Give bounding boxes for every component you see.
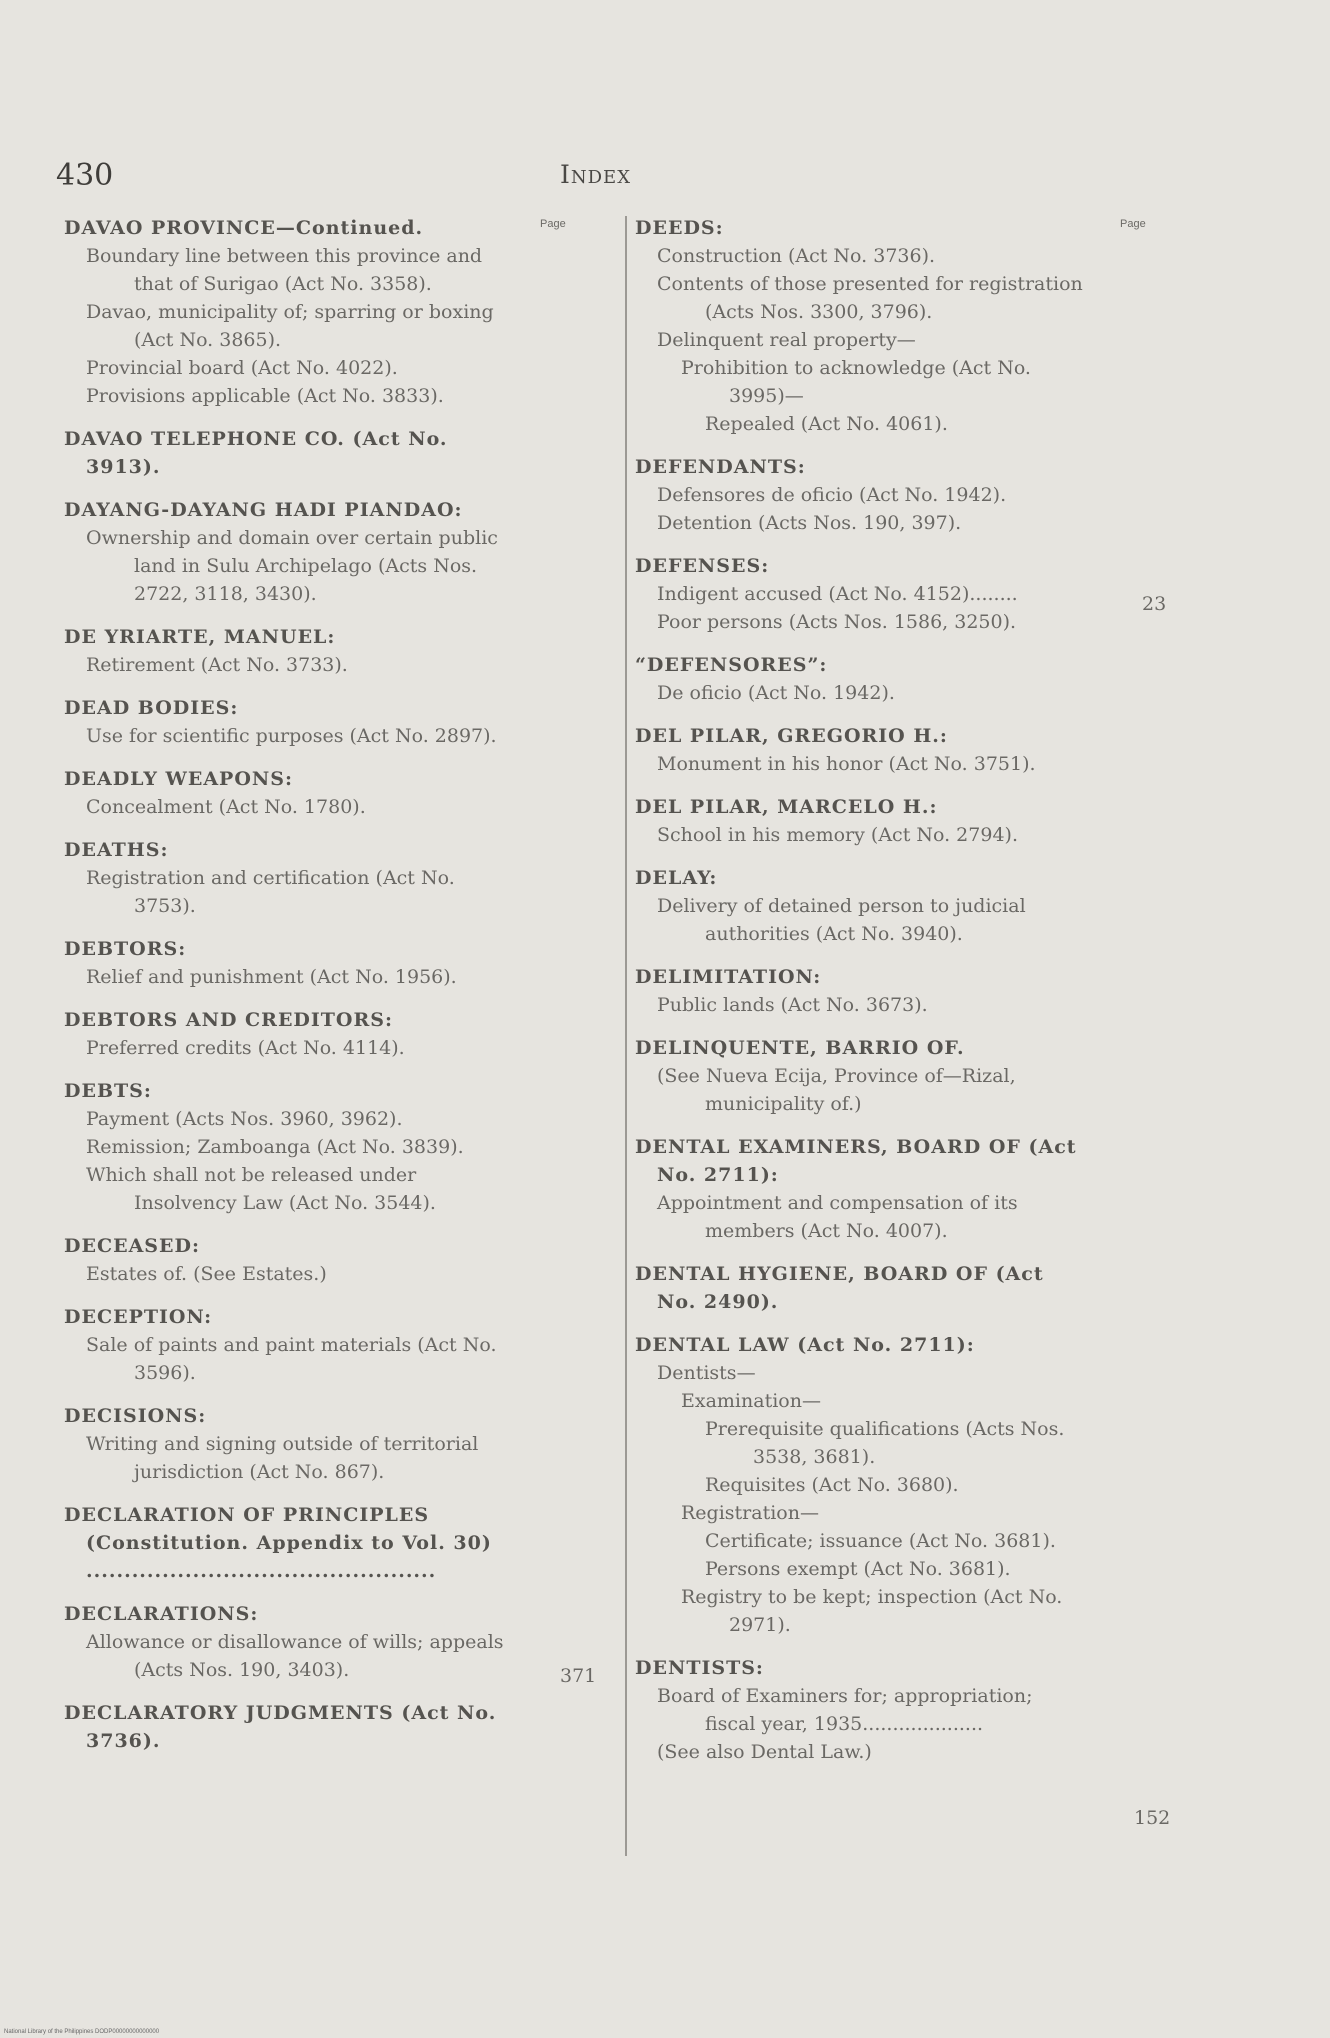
index-heading: DE YRIARTE, MANUEL:: [64, 626, 336, 648]
index-subentry: Defensores de oficio (Act No. 1942).: [657, 484, 1007, 506]
index-entry: [635, 864, 1085, 948]
index-heading: DEL PILAR, MARCELO H.:: [635, 796, 938, 818]
index-subentry: Retirement (Act No. 3733).: [86, 654, 348, 676]
index-subentry: Detention (Acts Nos. 190, 397).: [657, 512, 962, 534]
index-subentry: Persons exempt (Act No. 3681).: [705, 1558, 1011, 1580]
page-ref: 152: [1134, 1807, 1171, 1829]
index-entry: [635, 963, 1085, 1019]
index-subentry: Monument in his honor (Act No. 3751).: [657, 753, 1036, 775]
index-subentry: Registration—: [681, 1502, 819, 1524]
index-entry: [64, 623, 514, 679]
index-subentry: Dentists—: [657, 1362, 756, 1384]
index-heading: DEL PILAR, GREGORIO H.:: [635, 725, 948, 747]
index-subentry: Use for scientific purposes (Act No. 2897).: [86, 725, 497, 747]
index-subentry: Certificate; issuance (Act No. 3681).: [705, 1530, 1056, 1552]
index-entry: [64, 1303, 514, 1387]
index-entry: [64, 1402, 514, 1486]
index-entry: [64, 425, 514, 481]
running-head: Index: [560, 160, 632, 189]
index-heading: DENTAL EXAMINERS, BOARD OF (Act No. 2711):: [635, 1136, 1077, 1186]
index-heading: DEAD BODIES:: [64, 697, 239, 719]
index-entry: [64, 935, 514, 991]
index-heading: DELAY:: [635, 867, 718, 889]
index-entry: [635, 1331, 1085, 1639]
index-entry: [635, 651, 1085, 707]
index-entry: [64, 836, 514, 920]
index-heading: DEBTORS:: [64, 938, 187, 960]
index-subentry: Sale of paints and paint materials (Act No. 3596).: [86, 1334, 497, 1384]
index-subentry: Indigent accused (Act No. 4152)........: [657, 583, 1018, 605]
index-subentry: Board of Examiners for; appropriation; fiscal year, 1935....................: [657, 1685, 1033, 1735]
index-subentry: Writing and signing outside of territorial jurisdiction (Act No. 867).: [86, 1433, 479, 1483]
index-subentry: Concealment (Act No. 1780).: [86, 796, 366, 818]
index-entry: [64, 1006, 514, 1062]
page-column-label-left: Page: [540, 218, 566, 230]
index-heading: DECLARATORY JUDGMENTS (Act No. 3736).: [64, 1702, 497, 1752]
index-subentry: Boundary line between this province and that of Surigao (Act No. 3358).: [86, 245, 483, 295]
index-entry: [635, 453, 1085, 537]
index-subentry: (See Nueva Ecija, Province of—Rizal, municipality of.): [657, 1065, 1016, 1115]
index-entry: [64, 496, 514, 608]
index-entry: [635, 552, 1085, 636]
index-entry: [64, 694, 514, 750]
index-subentry: Delivery of detained person to judicial authorities (Act No. 3940).: [657, 895, 1026, 945]
index-subentry: Contents of those presented for registration (Acts Nos. 3300, 3796).: [657, 273, 1083, 323]
index-heading: DEFENDANTS:: [635, 456, 806, 478]
index-heading: DEATHS:: [64, 839, 169, 861]
index-heading: DAVAO TELEPHONE CO. (Act No. 3913).: [64, 428, 448, 478]
index-subentry: Ownership and domain over certain public land in Sulu Archipelago (Acts Nos. 2722, 3118, 3430).: [86, 527, 498, 605]
index-heading: DEBTORS AND CREDITORS:: [64, 1009, 394, 1031]
index-entry: [64, 1232, 514, 1288]
index-subentry: Poor persons (Acts Nos. 1586, 3250).: [657, 611, 1017, 633]
index-subentry: Estates of. (See Estates.): [86, 1263, 327, 1285]
page-ref: 23: [1142, 593, 1167, 615]
index-entry: [64, 1501, 514, 1585]
index-subentry: Repealed (Act No. 4061).: [705, 413, 948, 435]
left-column: [64, 214, 514, 1770]
index-heading: DENTAL LAW (Act No. 2711):: [635, 1334, 975, 1356]
index-heading: DEADLY WEAPONS:: [64, 768, 294, 790]
index-subentry: Relief and punishment (Act No. 1956).: [86, 966, 457, 988]
index-heading: DECEASED:: [64, 1235, 200, 1257]
index-subentry: Examination—: [681, 1390, 821, 1412]
index-subentry: Davao, municipality of; sparring or boxing (Act No. 3865).: [86, 301, 494, 351]
index-heading: DECEPTION:: [64, 1306, 213, 1328]
index-subentry: (See also Dental Law.): [657, 1741, 872, 1763]
index-heading: DEEDS:: [635, 217, 724, 239]
index-heading: DENTISTS:: [635, 1657, 764, 1679]
page-column-label-right: Page: [1120, 218, 1146, 230]
index-subentry: Public lands (Act No. 3673).: [657, 994, 928, 1016]
index-subentry: Which shall not be released under Insolvency Law (Act No. 3544).: [86, 1164, 436, 1214]
index-entry: [64, 214, 514, 410]
index-entry: [64, 1699, 514, 1755]
index-subentry: Provincial board (Act No. 4022).: [86, 357, 398, 379]
index-subentry: Registration and certification (Act No. 3753).: [86, 867, 455, 917]
index-subentry: Payment (Acts Nos. 3960, 3962).: [86, 1108, 403, 1130]
index-subentry: Requisites (Act No. 3680).: [705, 1474, 959, 1496]
page-ref: 371: [560, 1665, 597, 1687]
index-entry: [635, 1034, 1085, 1118]
index-entry: [635, 722, 1085, 778]
index-heading: DECLARATIONS:: [64, 1603, 259, 1625]
index-subentry: School in his memory (Act No. 2794).: [657, 824, 1018, 846]
index-heading: DEFENSES:: [635, 555, 770, 577]
index-entry: [635, 1654, 1085, 1766]
index-subentry: Prohibition to acknowledge (Act No. 3995)—: [681, 357, 1031, 407]
index-entry: [64, 1077, 514, 1217]
index-entry: [635, 793, 1085, 849]
right-column: [635, 214, 1085, 1781]
index-entry: [635, 1133, 1085, 1245]
index-heading: DELINQUENTE, BARRIO OF.: [635, 1037, 965, 1059]
page-number: 430: [56, 158, 114, 193]
index-heading: DENTAL HYGIENE, BOARD OF (Act No. 2490).: [635, 1263, 1044, 1313]
index-entry: [635, 214, 1085, 438]
index-entry: [635, 1260, 1085, 1316]
index-subentry: Construction (Act No. 3736).: [657, 245, 936, 267]
index-subentry: Appointment and compensation of its members (Act No. 4007).: [657, 1192, 1018, 1242]
index-subentry: Provisions applicable (Act No. 3833).: [86, 385, 444, 407]
index-heading: DAVAO PROVINCE—Continued.: [64, 217, 424, 239]
index-subentry: De oficio (Act No. 1942).: [657, 682, 895, 704]
index-subentry: Prerequisite qualifications (Acts Nos. 3538, 3681).: [705, 1418, 1065, 1468]
column-divider: [625, 216, 627, 1856]
index-heading: DELIMITATION:: [635, 966, 822, 988]
index-entry: [64, 1600, 514, 1684]
index-heading: DECISIONS:: [64, 1405, 207, 1427]
index-heading: “DEFENSORES”:: [635, 654, 828, 676]
index-heading: DECLARATION OF PRINCIPLES (Constitution. Appendix to Vol. 30) ..............................................: [64, 1504, 492, 1582]
scan-footer: National Library of the Philippines DODP00000000000000: [4, 2029, 160, 2035]
index-subentry: Registry to be kept; inspection (Act No. 2971).: [681, 1586, 1063, 1636]
index-subentry: Allowance or disallowance of wills; appeals (Acts Nos. 190, 3403).: [86, 1631, 504, 1681]
index-subentry: Preferred credits (Act No. 4114).: [86, 1037, 405, 1059]
index-entry: [64, 765, 514, 821]
index-subentry: Remission; Zamboanga (Act No. 3839).: [86, 1136, 464, 1158]
index-subentry: Delinquent real property—: [657, 329, 916, 351]
index-heading: DEBTS:: [64, 1080, 152, 1102]
index-heading: DAYANG-DAYANG HADI PIANDAO:: [64, 499, 463, 521]
